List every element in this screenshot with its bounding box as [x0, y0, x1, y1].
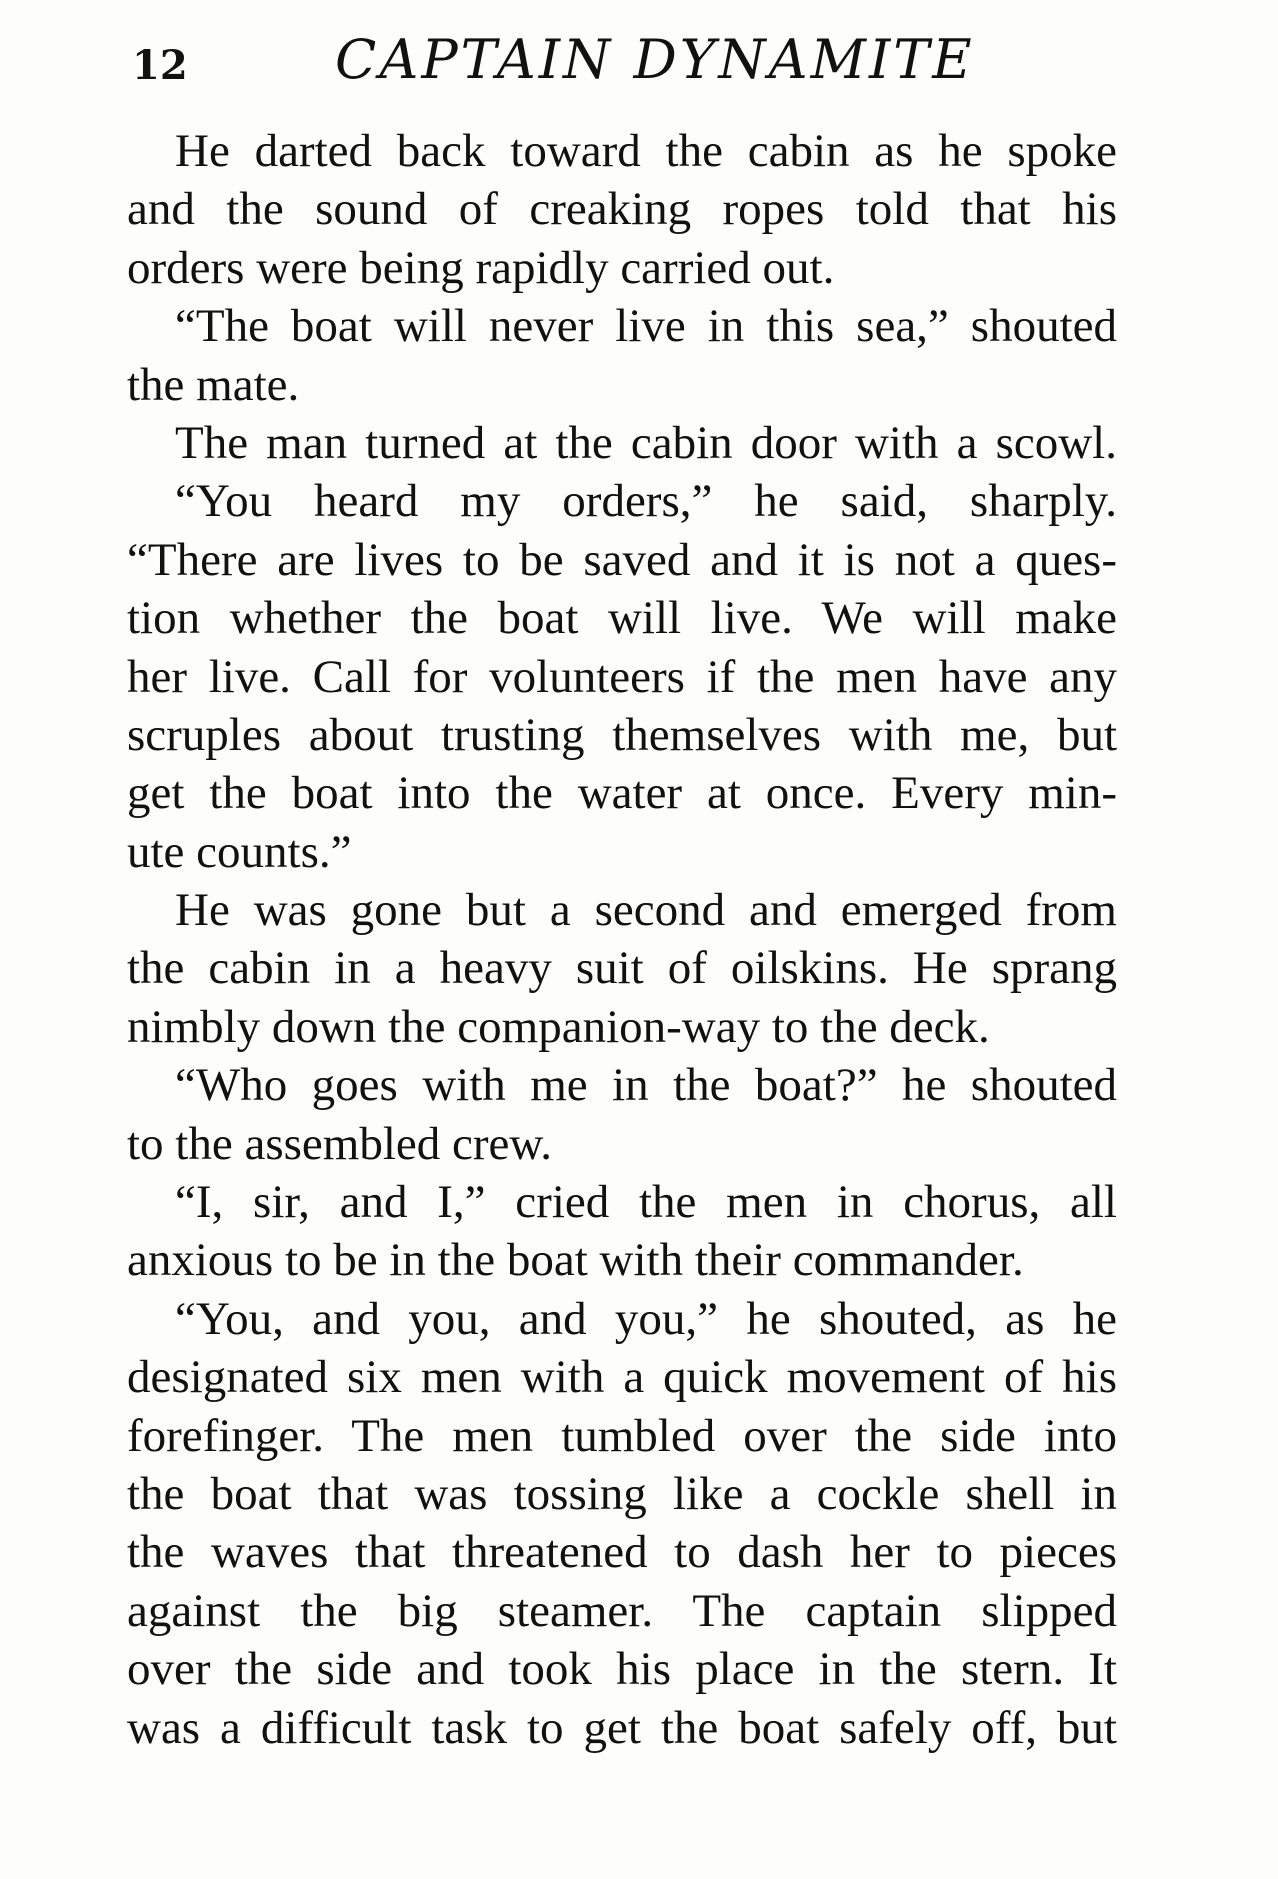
text-line: orders were being rapidly carried out. — [127, 241, 835, 294]
text-line: the waves that threatened to dash her to pieces — [127, 1526, 1117, 1579]
running-title: CAPTAIN DYNAMITE — [335, 28, 975, 91]
text-line: forefinger. The men tumbled over the side into — [127, 1409, 1117, 1462]
text-line: get the boat into the water at once. Every min- — [127, 767, 1117, 820]
text-line: tion whether the boat will live. We will make — [127, 592, 1117, 645]
text-line: the cabin in a heavy suit of oilskins. He sprang — [127, 942, 1117, 995]
text-line: designated six men with a quick movement of his — [127, 1351, 1117, 1404]
text-line: He darted back toward the cabin as he spoke — [175, 125, 1117, 177]
text-line: “The boat will never live in this sea,” shouted — [175, 300, 1117, 353]
text-line: “I, sir, and I,” cried the men in chorus, all — [175, 1176, 1117, 1229]
text-line: “Who goes with me in the boat?” he shouted — [175, 1059, 1117, 1112]
text-line: was a difficult task to get the boat safely off, but — [127, 1701, 1117, 1754]
text-line: He was gone but a second and emerged from — [175, 884, 1117, 937]
text-line: nimbly down the companion-way to the deck. — [127, 1000, 990, 1053]
body-text — [127, 122, 1117, 1757]
running-head — [130, 28, 1130, 98]
text-line: “You heard my orders,” he said, sharply. — [175, 475, 1117, 528]
text-line: “There are lives to be saved and it is not a ques- — [127, 533, 1117, 586]
text-line: to the assembled crew. — [127, 1117, 553, 1170]
text-line: and the sound of creaking ropes told that his — [127, 183, 1117, 236]
text-line: “You, and you, and you,” he shouted, as he — [175, 1292, 1117, 1345]
text-line: over the side and took his place in the stern. It — [127, 1643, 1117, 1696]
text-line: anxious to be in the boat with their commander. — [127, 1234, 1024, 1287]
text-line: ute counts.” — [127, 825, 352, 878]
text-line: scruples about trusting themselves with me, but — [127, 708, 1117, 761]
text-line: The man turned at the cabin door with a scowl. — [175, 416, 1117, 469]
text-line: against the big steamer. The captain slipped — [127, 1584, 1117, 1637]
text-line: the boat that was tossing like a cockle shell in — [127, 1467, 1117, 1520]
text-line: the mate. — [127, 358, 300, 411]
text-line: her live. Call for volunteers if the men have any — [127, 650, 1117, 703]
page-number: 12 — [132, 42, 188, 89]
